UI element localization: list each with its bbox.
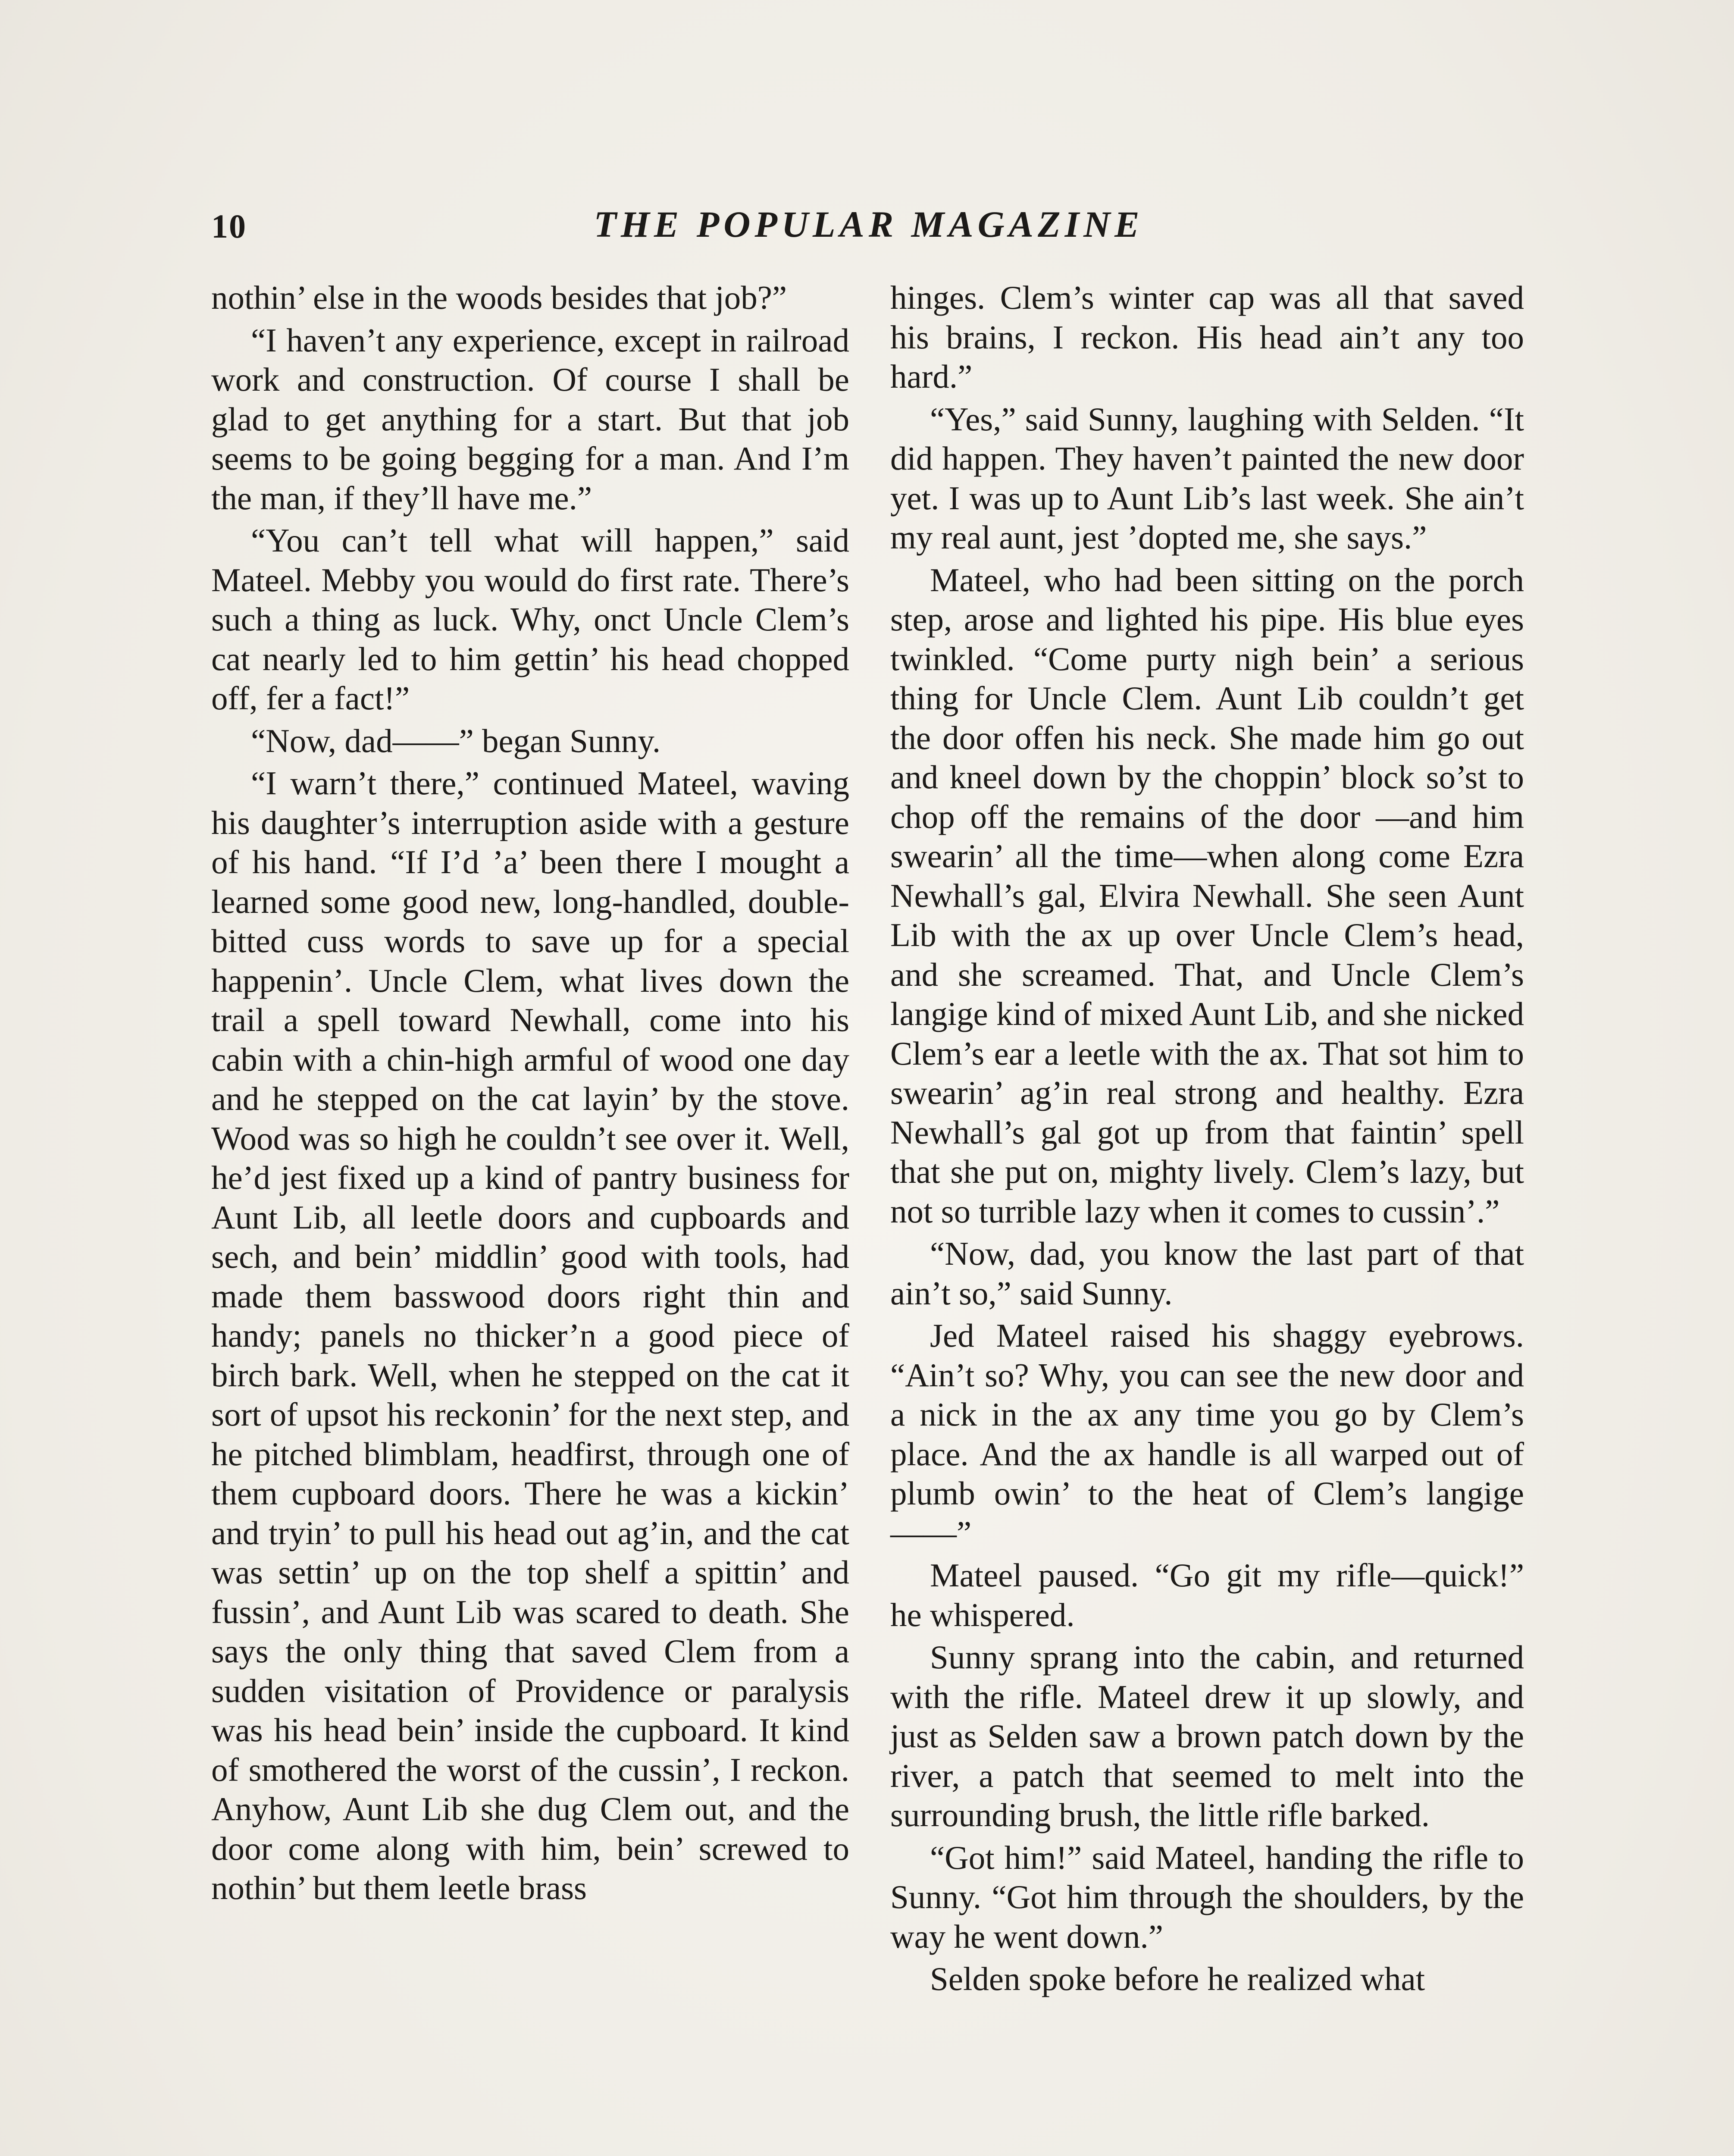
paragraph: Sunny sprang into the cabin, and returned with the rifle. Mateel drew it up slowly, and just as Selden saw a brown patch down by the river, a patch that seemed to melt into the surrounding brush, the little rifle barked. [890,1639,1524,1833]
left-text-column [211,278,849,1911]
paragraph: Jed Mateel raised his shaggy eyebrows. “Ain’t so? Why, you can see the new door and a nick in the ax any time you go by Clem’s place. And the ax handle is all warped out of plumb owin’ to the heat of Clem’s langige——” [890,1317,1524,1551]
paragraph: nothin’ else in the woods besides that job?” [211,279,787,316]
paragraph: “I warn’t there,” continued Mateel, waving his daughter’s interruption aside with a gesture of his hand. “If I’d ’a’ been there I mought a learned some good new, long-handled, double-bitted cuss words to save up for a special happenin’. Uncle Clem, what lives down the trail a spell toward Newhall, come into his cabin with a chin-high armful of wood one day and he stepped on the cat layin’ by the stove. Wood was so high he couldn’t see over it. Well, he’d jest fixed up a kind of pantry business for Aunt Lib, all leetle doors and cupboards and sech, and bein’ middlin’ good with tools, had made them basswood doors right thin and handy; panels no thicker’n a good piece of birch bark. Well, when he stepped on the cat it sort of upsot his reckonin’ for the next step, and he pitched blimblam, headfirst, through one of them cupboard doors. There he was a kickin’ and tryin’ to pull his head out ag’in, and the cat was settin’ up on the top shelf a spittin’ and fussin’, and Aunt Lib was scared to death. She says the only thing that saved Clem from a sudden visitation of Providence or paralysis was his head bein’ inside the cupboard. It kind of smothered the worst of the cussin’, I reckon. Anyhow, Aunt Lib she dug Clem out, and the door come along with him, bein’ screwed to nothin’ but them leetle brass [211,765,849,1906]
paragraph: “I haven’t any experience, except in railroad work and construction. Of course I shall be glad to get anything for a start. But that job seems to be going begging for a man. And I’m the man, if they’ll have me.” [211,321,849,517]
paragraph: Selden spoke before he realized what [930,1960,1425,1997]
page-header [211,203,1526,259]
right-text-column [890,278,1524,2002]
paragraph: “Now, dad, you know the last part of that ain’t so,” said Sunny. [890,1235,1524,1312]
paragraph: Mateel paused. “Go git my rifle—quick!” he whispered. [890,1557,1524,1633]
paragraph: “Now, dad——” began Sunny. [251,722,661,759]
page-number: 10 [211,207,247,245]
paragraph: “Got him!” said Mateel, handing the rifle to Sunny. “Got him through the shoulders, by the way he went down.” [890,1839,1524,1955]
paragraph: “You can’t tell what will happen,” said Mateel. Mebby you would do first rate. There’s such a thing as luck. Why, onct Uncle Clem’s cat nearly led to him gettin’ his head chopped off, fer a fact!” [211,522,849,717]
running-title: THE POPULAR MAGAZINE [594,204,1144,245]
paragraph: “Yes,” said Sunny, laughing with Selden. “It did happen. They haven’t painted the new door yet. I was up to Aunt Lib’s last week. She ain’t my real aunt, jest ’dopted me, she says.” [890,400,1524,556]
paragraph: Mateel, who had been sitting on the porch step, arose and lighted his pipe. His blue eyes twinkled. “Come purty nigh bein’ a serious thing for Uncle Clem. Aunt Lib couldn’t get the door offen his neck. She made him go out and kneel down by the choppin’ block so’st to chop off the remains of the door —and him swearin’ all the time—when along come Ezra Newhall’s gal, Elvira Newhall. She seen Aunt Lib with the ax up over Uncle Clem’s head, and she screamed. That, and Uncle Clem’s langige kind of mixed Aunt Lib, and she nicked Clem’s ear a leetle with the ax. That sot him to swearin’ ag’in real strong and healthy. Ezra Newhall’s gal got up from that faintin’ spell that she put on, mighty lively. Clem’s lazy, but not so turrible lazy when it comes to cussin’.” [890,561,1524,1230]
paragraph: hinges. Clem’s winter cap was all that saved his brains, I reckon. His head ain’t any too hard.” [890,279,1524,395]
